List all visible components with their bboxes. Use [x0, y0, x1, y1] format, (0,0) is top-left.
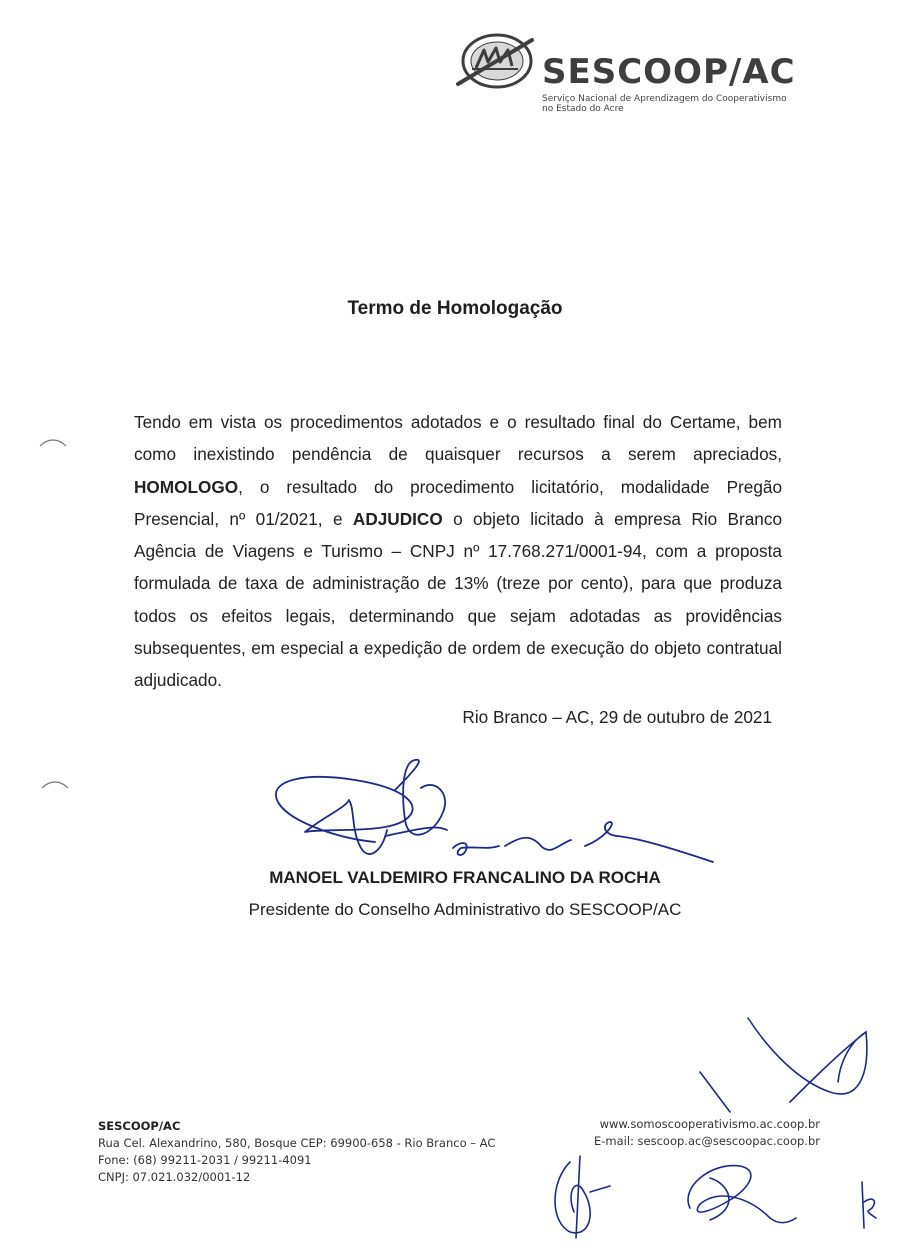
margin-initials-left [540, 1152, 640, 1242]
logo-subtitle [542, 94, 822, 114]
margin-initials-top [690, 1012, 890, 1122]
footer-cnpj: CNPJ: 07.021.032/0001-12 [98, 1170, 251, 1184]
document-body [134, 406, 782, 697]
margin-punch-mark-2 [40, 778, 70, 792]
signatory-role: Presidente do Conselho Administrativo do SESCOOP/AC [248, 900, 682, 919]
logo-org-name: SESCOOP/AC [542, 52, 796, 92]
footer-contact [98, 1118, 495, 1186]
body-text-part2: , o resultado do procedimento licitatório, modalidade Pregão Presencial, nº 01/2021, e [134, 476, 782, 529]
footer-phone: Fone: (68) 99211-2031 / 99211-4091 [98, 1153, 312, 1167]
footer-email: E-mail: sescoop.ac@sescoopac.coop.br [593, 1134, 820, 1148]
footer-address: Rua Cel. Alexandrino, 580, Bosque CEP: 69900-658 - Rio Branco – AC [98, 1136, 496, 1150]
footer-web [594, 1116, 820, 1150]
margin-initials-center [670, 1148, 800, 1228]
document-title: Termo de Homologação [347, 298, 563, 319]
margin-initials-right [850, 1178, 886, 1232]
body-text-part3: o objeto licitado à empresa Rio Branco Agência de Viagens e Turismo – CNPJ nº 17.768.271/0001-94, com a proposta formulada de taxa de administração de 13% (treze por cento), para que produza todos os efeitos legais, determinando que sejam adotadas as providências subsequentes, em especial a expedição de ordem de execução do objeto contratual adjudicado. [134, 508, 783, 691]
logo-subtitle-line1: Serviço Nacional de Aprendizagem do Cooperativismo [542, 94, 787, 104]
body-bold-homologo: HOMOLOGO [134, 476, 239, 497]
signatory-name: MANOEL VALDEMIRO FRANCALINO DA ROCHA [269, 868, 661, 887]
footer-org: SESCOOP/AC [98, 1119, 181, 1133]
sescoop-logo-icon [452, 28, 542, 98]
margin-punch-mark-1 [38, 436, 68, 450]
header-logo [452, 28, 812, 118]
handwritten-signature [265, 750, 725, 880]
body-text-part1: Tendo em vista os procedimentos adotados e o resultado final do Certame, bem como inexistindo pendência de quaisquer recursos a serem apreciados, [134, 412, 782, 465]
body-bold-adjudico: ADJUDICO [352, 508, 443, 529]
logo-subtitle-line2: no Estado do Acre [542, 104, 624, 114]
place-date: Rio Branco – AC, 29 de outubro de 2021 [462, 707, 772, 727]
footer-website: www.somoscooperativismo.ac.coop.br [599, 1117, 820, 1131]
